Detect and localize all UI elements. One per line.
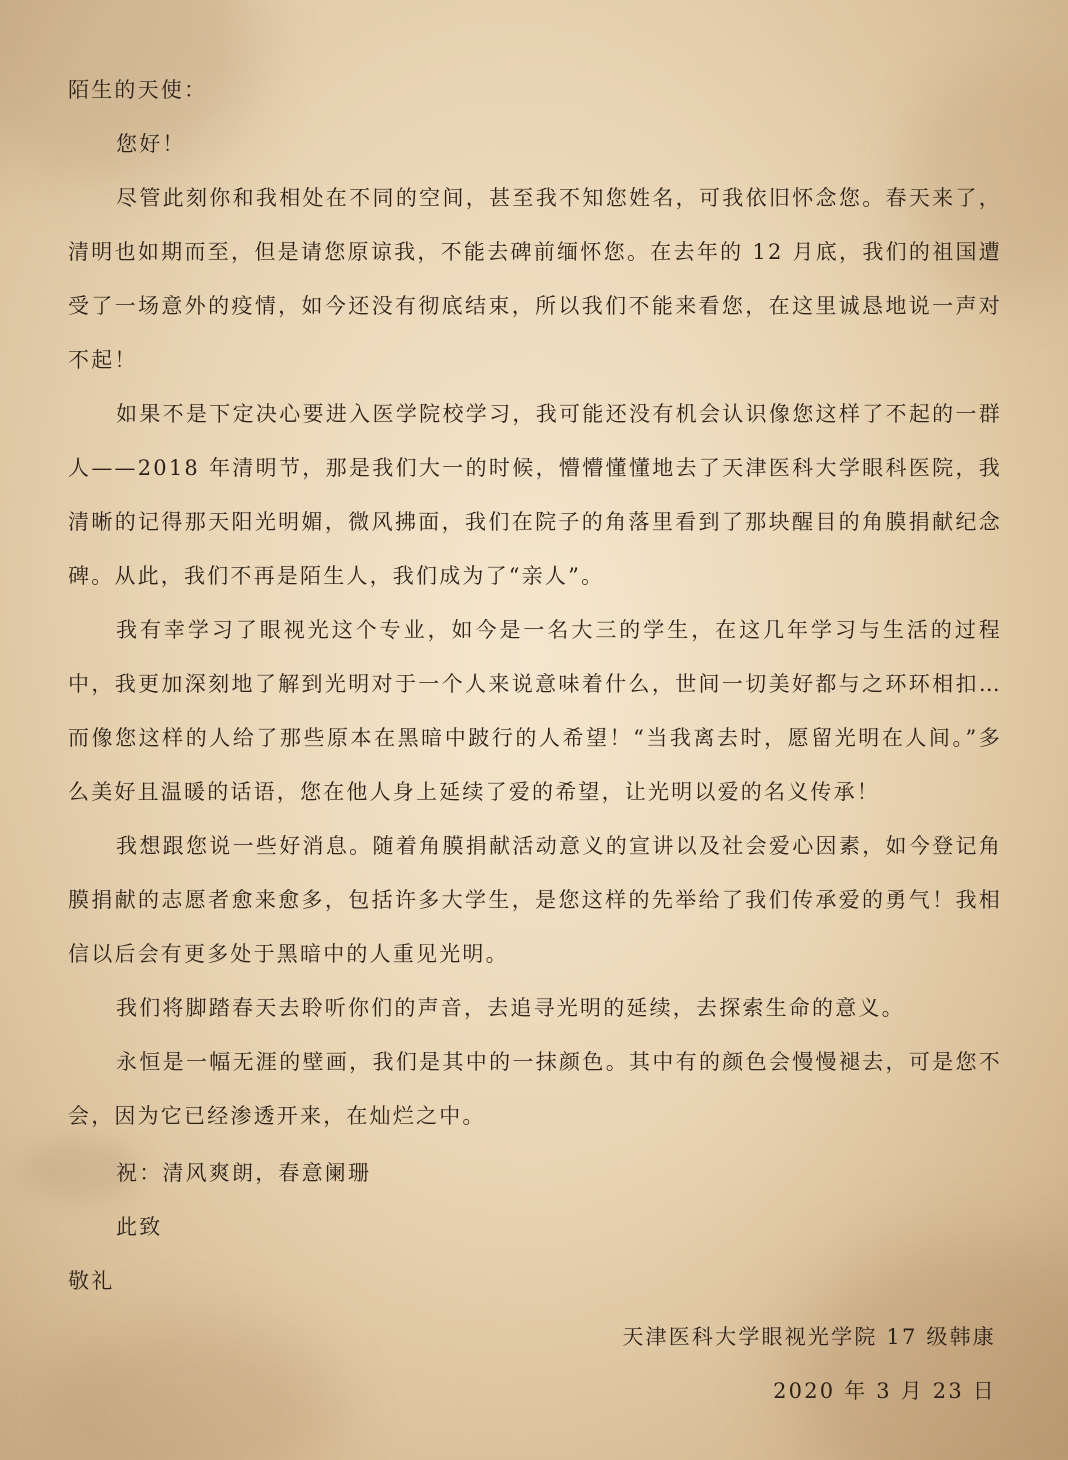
greeting: 您好！ bbox=[116, 132, 186, 156]
wish-line: 祝：清风爽朗，春意阑珊 bbox=[116, 1161, 372, 1185]
paper-stain bbox=[40, 1320, 340, 1460]
paragraph-4: 我想跟您说一些好消息。随着角膜捐献活动意义的宣讲以及社会爱心因素，如今登记角膜捐献的志愿者愈来愈多，包括许多大学生，是您这样的先举给了我们传承爱的勇气！我相信以后会有更多处于黑暗中的人重见光明。 bbox=[68, 834, 1002, 966]
paragraph-2: 如果不是下定决心要进入医学院校学习，我可能还没有机会认识像您这样了不起的一群人——2018 年清明节，那是我们大一的时候，懵懵懂懂地去了天津医科大学眼科医院，我清晰的记得那天阳光明媚，微风拂面，我们在院子的角落里看到了那块醒目的角膜捐献纪念碑。从此，我们不再是陌生人，我们成为了“亲人”。 bbox=[68, 402, 1002, 588]
paragraph-5: 我们将脚踏春天去聆听你们的声音，去追寻光明的延续，去探索生命的意义。 bbox=[116, 996, 905, 1020]
paragraph-1: 尽管此刻你和我相处在不同的空间，甚至我不知您姓名，可我依旧怀念您。春天来了，清明也如期而至，但是请您原谅我，不能去碑前缅怀您。在去年的 12 月底，我们的祖国遭受了一场意外的疫情，如今还没有彻底结束，所以我们不能来看您，在这里诚恳地说一声对不起！ bbox=[68, 186, 1002, 372]
closing-ci-zhi: 此致 bbox=[116, 1215, 163, 1239]
paragraph-6: 永恒是一幅无涯的壁画，我们是其中的一抹颜色。其中有的颜色会慢慢褪去，可是您不会，因为它已经渗透开来，在灿烂之中。 bbox=[68, 1050, 1002, 1128]
letter-date: 2020 年 3 月 23 日 bbox=[773, 1379, 996, 1403]
closing-jing-li: 敬礼 bbox=[68, 1269, 115, 1293]
paragraph-3: 我有幸学习了眼视光这个专业，如今是一名大三的学生，在这几年学习与生活的过程中，我更加深刻地了解到光明对于一个人来说意味着什么，世间一切美好都与之环环相扣…而像您这样的人给了那些原本在黑暗中跛行的人希望！“当我离去时，愿留光明在人间。”多么美好且温暖的话语，您在他人身上延续了爱的希望，让光明以爱的名义传承！ bbox=[68, 618, 1002, 804]
salutation: 陌生的天使： bbox=[68, 78, 208, 102]
signature: 天津医科大学眼视光学院 17 级韩康 bbox=[622, 1325, 996, 1349]
